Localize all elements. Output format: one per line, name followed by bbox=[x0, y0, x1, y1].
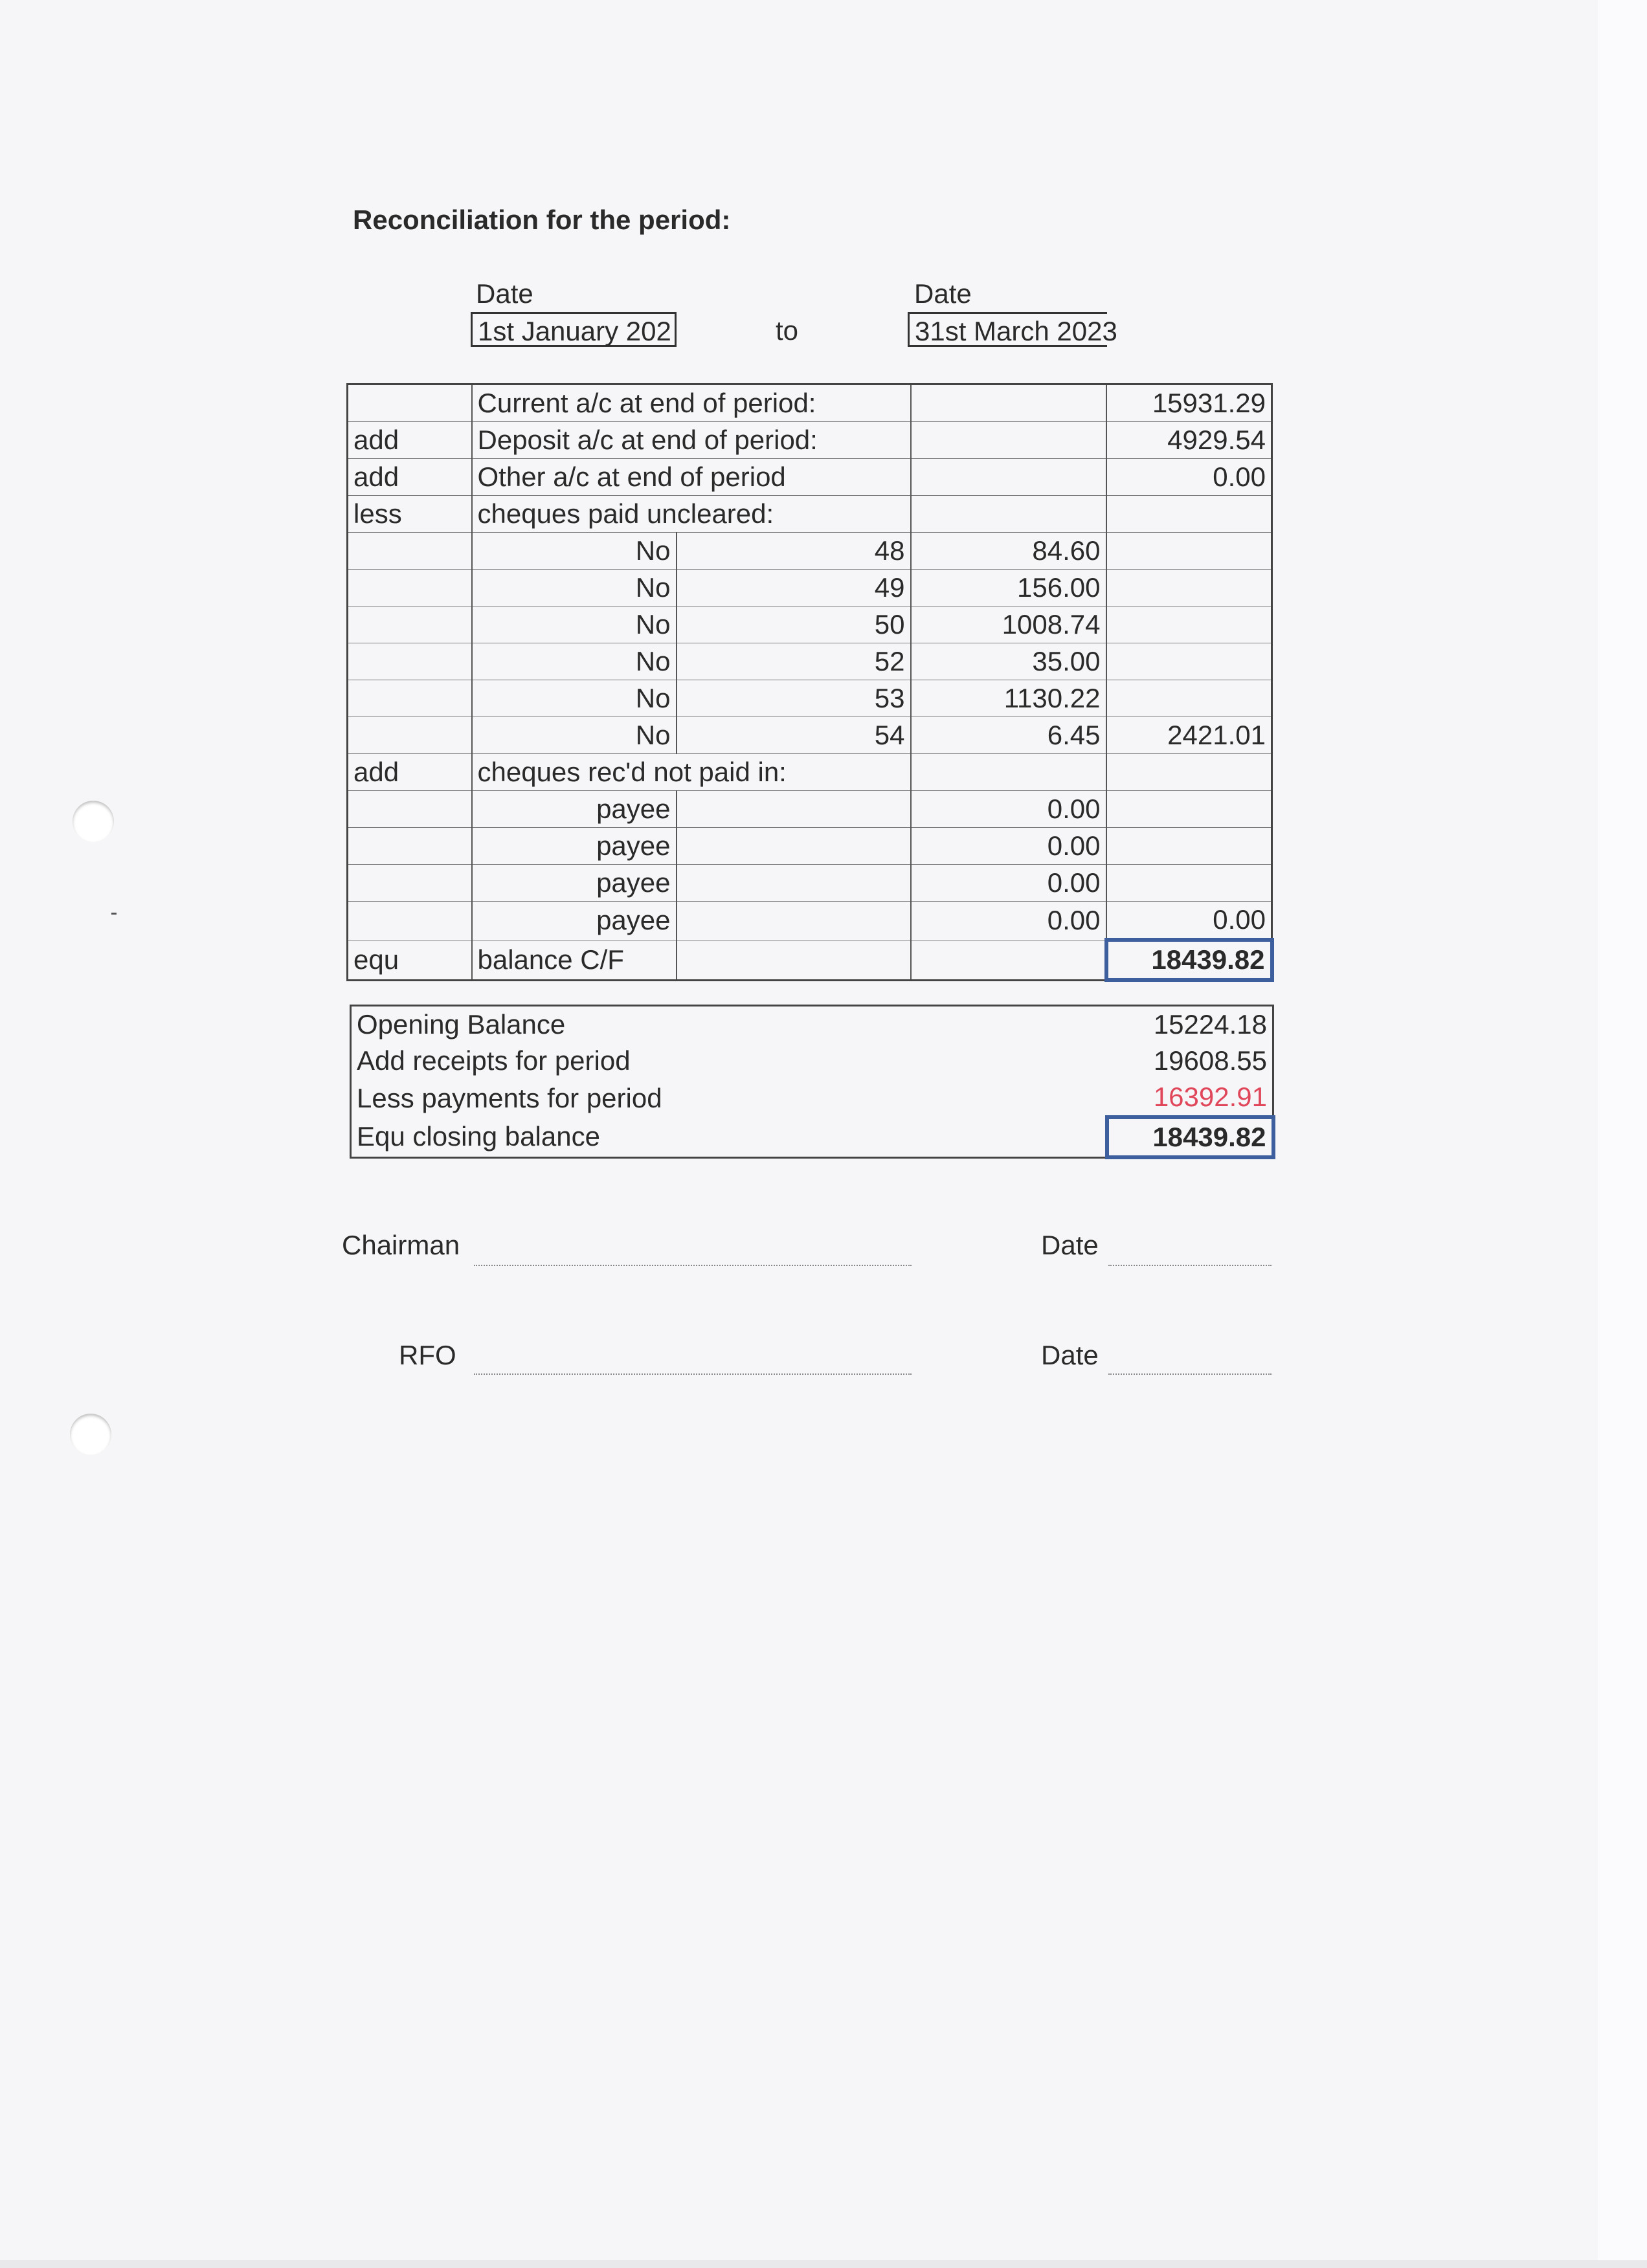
row-prefix bbox=[348, 606, 472, 643]
page-title: Reconciliation for the period: bbox=[353, 205, 731, 235]
summary-value: 18439.82 bbox=[1107, 1117, 1273, 1157]
row-prefix: less bbox=[348, 496, 472, 533]
row-label: No bbox=[472, 606, 677, 643]
table-row bbox=[348, 606, 1272, 643]
row-label: cheques paid uncleared: bbox=[472, 496, 677, 533]
cheque-number bbox=[677, 865, 911, 902]
row-total bbox=[1106, 754, 1272, 791]
summary-row bbox=[351, 1079, 1273, 1117]
cheque-number: 50 bbox=[677, 606, 911, 643]
rfo-date-line bbox=[1108, 1373, 1272, 1375]
row-label: No bbox=[472, 680, 677, 717]
scan-speck bbox=[111, 913, 117, 915]
cheque-number: 48 bbox=[677, 533, 911, 570]
row-amount: 0.00 bbox=[911, 902, 1106, 940]
row-prefix bbox=[348, 384, 472, 422]
row-amount bbox=[911, 496, 1106, 533]
row-label: No bbox=[472, 643, 677, 680]
row-label: payee bbox=[472, 902, 677, 940]
end-date-field: 31st March 2023 bbox=[908, 312, 1107, 347]
summary-row bbox=[351, 1006, 1273, 1043]
cheque-number: 52 bbox=[677, 643, 911, 680]
row-prefix: add bbox=[348, 422, 472, 459]
table-row bbox=[348, 680, 1272, 717]
cheque-number bbox=[677, 940, 911, 980]
table-row bbox=[348, 533, 1272, 570]
row-label: payee bbox=[472, 865, 677, 902]
cheque-number: 49 bbox=[677, 570, 911, 606]
row-label: balance C/F bbox=[472, 940, 677, 980]
summary-row bbox=[351, 1043, 1273, 1079]
row-total bbox=[1106, 791, 1272, 828]
chairman-date-line bbox=[1108, 1265, 1272, 1266]
row-prefix bbox=[348, 570, 472, 606]
table-row bbox=[348, 828, 1272, 865]
table-row bbox=[348, 643, 1272, 680]
row-prefix: equ bbox=[348, 940, 472, 980]
table-row bbox=[348, 459, 1272, 496]
row-prefix bbox=[348, 533, 472, 570]
to-label: to bbox=[776, 315, 799, 346]
row-total bbox=[1106, 828, 1272, 865]
row-total bbox=[1106, 533, 1272, 570]
row-label: No bbox=[472, 533, 677, 570]
row-amount bbox=[911, 422, 1106, 459]
row-amount: 0.00 bbox=[911, 791, 1106, 828]
row-amount: 6.45 bbox=[911, 717, 1106, 754]
row-total: 0.00 bbox=[1106, 902, 1272, 940]
row-total bbox=[1106, 865, 1272, 902]
row-total: 4929.54 bbox=[1106, 422, 1272, 459]
table-row bbox=[348, 570, 1272, 606]
punch-hole-top bbox=[73, 801, 114, 842]
row-label: payee bbox=[472, 828, 677, 865]
chairman-label: Chairman bbox=[342, 1230, 460, 1260]
row-total: 18439.82 bbox=[1106, 940, 1272, 980]
row-prefix bbox=[348, 902, 472, 940]
row-amount: 35.00 bbox=[911, 643, 1106, 680]
cheque-number bbox=[677, 902, 911, 940]
table-row bbox=[348, 865, 1272, 902]
row-amount: 0.00 bbox=[911, 865, 1106, 902]
chairman-signature-line bbox=[474, 1265, 912, 1266]
row-amount: 0.00 bbox=[911, 828, 1106, 865]
table-row bbox=[348, 940, 1272, 980]
summary-table bbox=[350, 1005, 1275, 1159]
cheque-number bbox=[677, 828, 911, 865]
row-prefix: add bbox=[348, 754, 472, 791]
row-prefix bbox=[348, 680, 472, 717]
row-label: Current a/c at end of period: bbox=[472, 384, 677, 422]
row-total bbox=[1106, 680, 1272, 717]
cheque-number bbox=[677, 791, 911, 828]
rfo-date-label: Date bbox=[1041, 1340, 1099, 1370]
row-label: Deposit a/c at end of period: bbox=[472, 422, 677, 459]
row-amount: 84.60 bbox=[911, 533, 1106, 570]
start-date-label: Date bbox=[476, 278, 533, 309]
table-row bbox=[348, 754, 1272, 791]
summary-row bbox=[351, 1117, 1273, 1157]
row-total bbox=[1106, 496, 1272, 533]
summary-value: 19608.55 bbox=[1153, 1045, 1267, 1076]
row-amount bbox=[911, 384, 1106, 422]
table-row bbox=[348, 791, 1272, 828]
table-row bbox=[348, 422, 1272, 459]
start-date-field: 1st January 202 bbox=[471, 312, 677, 347]
row-amount: 1008.74 bbox=[911, 606, 1106, 643]
summary-label: Equ closing balance bbox=[357, 1121, 600, 1152]
row-label: cheques rec'd not paid in: bbox=[472, 754, 677, 791]
row-label: No bbox=[472, 570, 677, 606]
cheque-number: 54 bbox=[677, 717, 911, 754]
summary-value: 15224.18 bbox=[1153, 1009, 1267, 1040]
rfo-label: RFO bbox=[399, 1340, 456, 1370]
table-row bbox=[348, 384, 1272, 422]
table-row bbox=[348, 496, 1272, 533]
row-label: payee bbox=[472, 791, 677, 828]
row-prefix bbox=[348, 717, 472, 754]
row-total: 15931.29 bbox=[1106, 384, 1272, 422]
summary-label: Add receipts for period bbox=[357, 1045, 631, 1076]
rfo-signature-line bbox=[474, 1373, 912, 1375]
row-prefix bbox=[348, 643, 472, 680]
row-total bbox=[1106, 606, 1272, 643]
row-amount: 156.00 bbox=[911, 570, 1106, 606]
cheque-number: 53 bbox=[677, 680, 911, 717]
row-label: Other a/c at end of period bbox=[472, 459, 677, 496]
row-amount bbox=[911, 940, 1106, 980]
row-total bbox=[1106, 570, 1272, 606]
paper-edge bbox=[1598, 0, 1647, 2268]
summary-label: Less payments for period bbox=[357, 1082, 662, 1113]
summary-label: Opening Balance bbox=[357, 1009, 566, 1040]
end-date-label: Date bbox=[914, 278, 972, 309]
row-amount bbox=[911, 754, 1106, 791]
row-total: 2421.01 bbox=[1106, 717, 1272, 754]
table-row bbox=[348, 717, 1272, 754]
row-prefix bbox=[348, 791, 472, 828]
row-total bbox=[1106, 643, 1272, 680]
row-prefix bbox=[348, 828, 472, 865]
summary-value: 16392.91 bbox=[1153, 1082, 1267, 1112]
row-amount: 1130.22 bbox=[911, 680, 1106, 717]
reconciliation-table bbox=[346, 383, 1274, 982]
page-bottom-edge bbox=[0, 2260, 1647, 2268]
row-prefix bbox=[348, 865, 472, 902]
row-label: No bbox=[472, 717, 677, 754]
row-total: 0.00 bbox=[1106, 459, 1272, 496]
row-prefix: add bbox=[348, 459, 472, 496]
row-amount bbox=[911, 459, 1106, 496]
chairman-date-label: Date bbox=[1041, 1230, 1099, 1260]
punch-hole-bottom bbox=[70, 1414, 111, 1455]
table-row bbox=[348, 902, 1272, 940]
